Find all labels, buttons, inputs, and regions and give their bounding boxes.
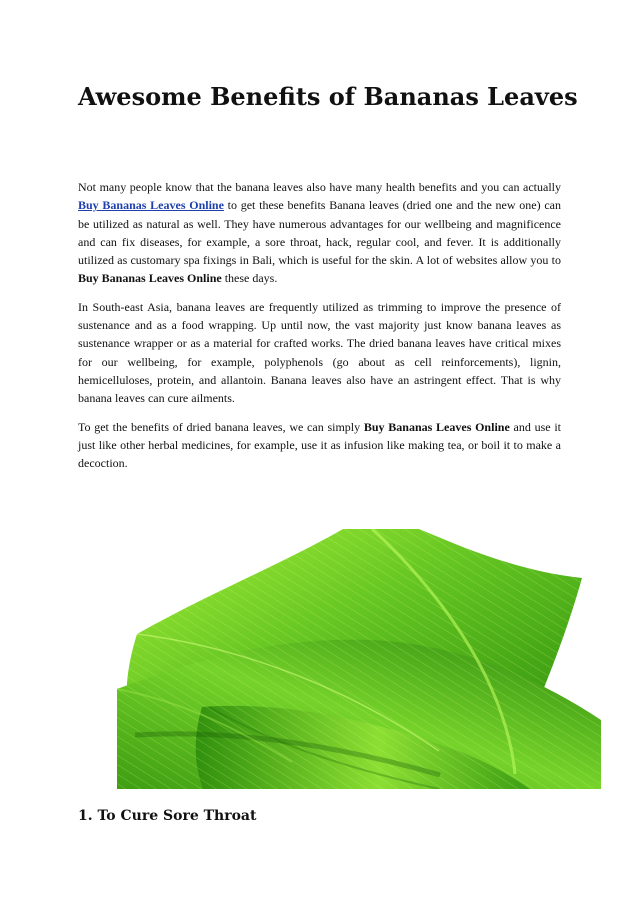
intro-bold-buy-text: Buy Bananas Leaves Online — [78, 271, 222, 286]
intro-text-start: Not many people know that the banana leaves also have many health benefits and you can actually — [78, 180, 561, 194]
banana-leaves-image — [117, 529, 601, 789]
intro-text-end: these days. — [221, 271, 278, 286]
benefits-paragraph — [78, 418, 561, 473]
asia-paragraph: In South-east Asia, banana leaves are frequently utilized as trimming to improve the presence of sustenance and as a food wrapping. Up until now, the vast majority just know banana leaves as sustenance wrapper or as a material for crafted works. The dried banana leaves have critical mixes for our wellbeing, for example, polyphenols (go about as cell reinforcements), lignin, hemicelluloses, protein, and allantoin. Banana leaves also have an astringent effect. That is why banana leaves can cure ailments. — [78, 299, 561, 406]
buy-bananas-leaves-link[interactable]: Buy Bananas Leaves Online — [78, 198, 224, 213]
intro-text-middle: to get these benefits Banana leaves (dried one and the new one) can be utilized as natural as well. They have numerous advantages for our wellbeing and magnificence and can fix diseases, for example, a sore throat, hack, regular cool, and fever. It is additionally utilized as customary spa fixings in Bali, which is useful for the skin. A lot of websites allow you to — [78, 198, 561, 268]
intro-paragraph — [78, 178, 561, 288]
banana-leaves-illustration — [117, 529, 601, 789]
article-body — [78, 178, 561, 482]
benefits-bold-buy-text: Buy Bananas Leaves Online — [363, 419, 510, 434]
benefits-text-end: and use it just like other herbal medicines, for example, use it as infusion like making tea, or boil it to make a decoction. — [78, 419, 561, 471]
benefits-text-start: To get the benefits of dried banana leaves, we can simply — [78, 419, 364, 434]
page-title: Awesome Benefits of Bananas Leaves — [78, 82, 578, 111]
sore-throat-heading: 1. To Cure Sore Throat — [78, 808, 257, 824]
